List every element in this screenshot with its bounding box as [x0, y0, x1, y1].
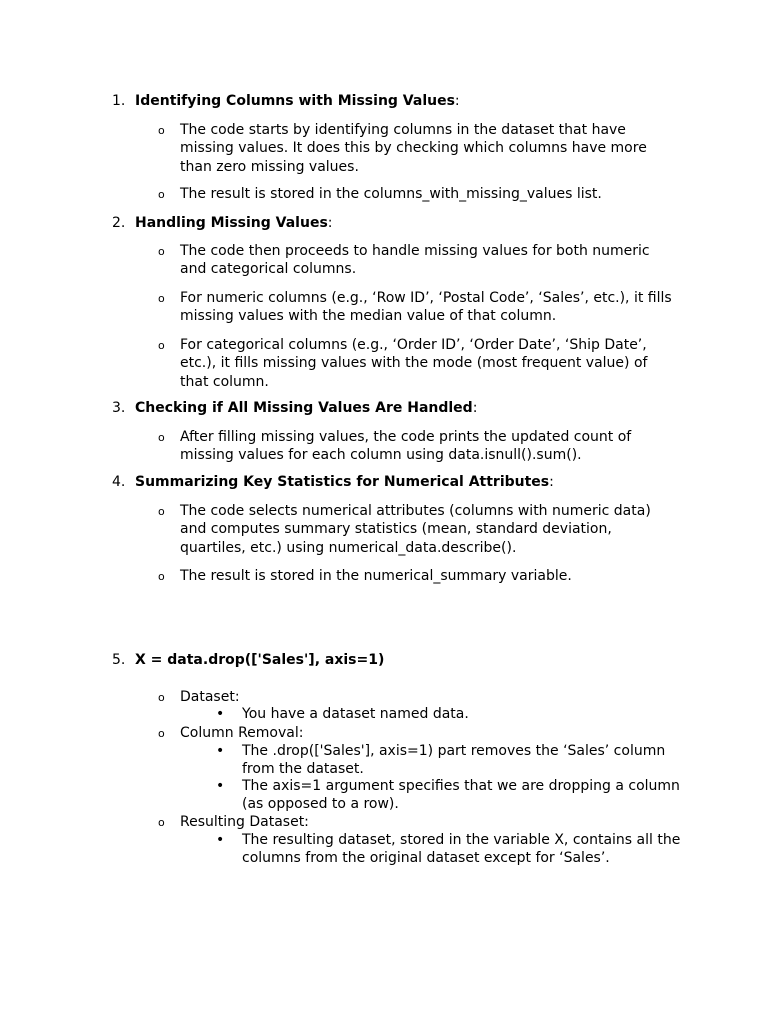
sub-bullet-text: The axis=1 argument specifies that we are dropping a column (as opposed to a row).	[242, 778, 680, 812]
list-number: 3.	[112, 400, 126, 416]
bullet-marker: o	[158, 816, 165, 829]
bullet-marker: o	[158, 188, 165, 201]
bullet-text: After filling missing values, the code prints the updated count of missing values for each column using data.isnull().sum().	[180, 429, 632, 464]
bullet-text: Column Removal:	[180, 725, 304, 741]
section-colon: :	[472, 400, 478, 416]
bullet-text: Dataset:	[180, 689, 240, 705]
bullet-text: The code starts by identifying columns in the dataset that have missing values. It does this by checking which columns have more than zero missing values.	[180, 122, 647, 175]
sub-bullet-text: You have a dataset named data.	[242, 706, 469, 722]
section-heading	[135, 399, 477, 417]
bullet-text: Resulting Dataset:	[180, 814, 309, 830]
bullet-marker: o	[158, 691, 165, 704]
section-title: Summarizing Key Statistics for Numerical Attributes	[135, 474, 550, 490]
section-title: Handling Missing Values	[135, 215, 328, 231]
bullet-marker: o	[158, 727, 165, 740]
section-title: Checking if All Missing Values Are Handled	[135, 400, 473, 416]
section-title: Identifying Columns with Missing Values	[135, 93, 455, 109]
section-colon: :	[549, 474, 554, 490]
section-colon: :	[454, 93, 460, 109]
bullet-text: The code then proceeds to handle missing values for both numeric and categorical columns.	[180, 243, 650, 278]
bullet-marker: o	[158, 245, 165, 258]
section-heading	[135, 473, 554, 491]
sub-bullet-marker: •	[216, 832, 225, 848]
bullet-text: For numeric columns (e.g., ‘Row ID’, ‘Postal Code’, ‘Sales’, etc.), it fills missing values with the median value of that column.	[180, 290, 672, 325]
list-number: 2.	[112, 215, 126, 231]
bullet-marker: o	[158, 339, 165, 352]
list-number: 1.	[112, 93, 126, 109]
list-number: 4.	[112, 474, 126, 490]
sub-bullet-text: The .drop(['Sales'], axis=1) part removes the ‘Sales’ column from the dataset.	[242, 743, 666, 777]
section-heading	[135, 214, 333, 232]
bullet-marker: o	[158, 505, 165, 518]
bullet-marker: o	[158, 124, 165, 137]
bullet-marker: o	[158, 570, 165, 583]
bullet-text: The code selects numerical attributes (columns with numeric data) and computes summary statistics (mean, standard deviation, quartiles, etc.) using numerical_data.describe().	[180, 503, 651, 556]
section-heading	[135, 92, 460, 110]
bullet-text: The result is stored in the columns_with_missing_values list.	[180, 186, 602, 202]
bullet-text: The result is stored in the numerical_summary variable.	[180, 568, 572, 584]
sub-bullet-marker: •	[216, 778, 225, 794]
bullet-text: For categorical columns (e.g., ‘Order ID’, ‘Order Date’, ‘Ship Date’, etc.), it fills missing values with the mode (most frequent value) of that column.	[180, 337, 648, 390]
section-colon: :	[327, 215, 333, 231]
sub-bullet-marker: •	[216, 743, 225, 759]
section-heading	[135, 651, 384, 669]
sub-bullet-marker: •	[216, 706, 225, 722]
sub-bullet-text: The resulting dataset, stored in the variable X, contains all the columns from the original dataset except for ‘Sales’.	[242, 832, 681, 866]
list-number: 5.	[112, 652, 126, 668]
bullet-marker: o	[158, 431, 165, 444]
bullet-marker: o	[158, 292, 165, 305]
section-title: X = data.drop(['Sales'], axis=1)	[135, 652, 385, 668]
